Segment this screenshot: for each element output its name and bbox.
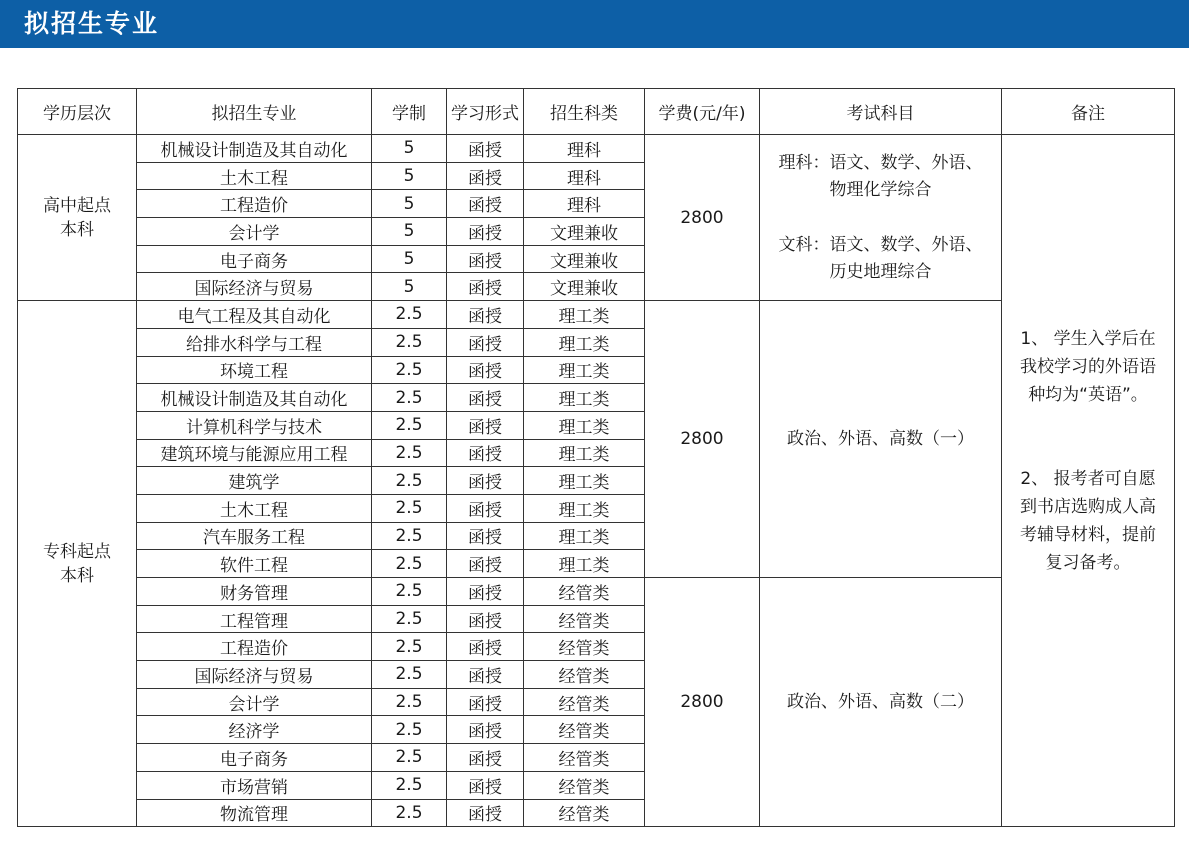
- duration-cell: 2.5: [372, 494, 447, 522]
- category-cell: 经管类: [524, 633, 645, 661]
- mode-cell: 函授: [447, 550, 524, 578]
- exam-line: 理科：语文、数学、外语、: [778, 152, 983, 173]
- exam-line: 政治、外语、高数（一）: [787, 428, 974, 449]
- major-cell: 工程造价: [137, 190, 372, 218]
- duration-cell: 5: [372, 162, 447, 190]
- category-cell: 经管类: [524, 605, 645, 633]
- category-cell: 经管类: [524, 688, 645, 716]
- duration-cell: 2.5: [372, 467, 447, 495]
- duration-cell: 2.5: [372, 578, 447, 606]
- col-header-exam: 考试科目: [760, 89, 1002, 135]
- duration-cell: 2.5: [372, 411, 447, 439]
- remark-line: 考辅导材料，提前: [1020, 525, 1156, 545]
- mode-cell: 函授: [447, 384, 524, 412]
- major-cell: 工程造价: [137, 633, 372, 661]
- major-cell: 土木工程: [137, 162, 372, 190]
- exam-gap: [760, 204, 1001, 232]
- mode-cell: 函授: [447, 688, 524, 716]
- duration-cell: 5: [372, 245, 447, 273]
- remark-gap: [1002, 409, 1174, 465]
- major-cell: 汽车服务工程: [137, 522, 372, 550]
- duration-cell: 5: [372, 135, 447, 163]
- duration-cell: 5: [372, 273, 447, 301]
- duration-cell: 2.5: [372, 522, 447, 550]
- mode-cell: 函授: [447, 467, 524, 495]
- major-cell: 会计学: [137, 688, 372, 716]
- major-cell: 土木工程: [137, 494, 372, 522]
- mode-cell: 函授: [447, 661, 524, 689]
- remark-line: 我校学习的外语语: [1020, 357, 1156, 377]
- col-header-mode: 学习形式: [447, 89, 524, 135]
- major-cell: 市场营销: [137, 771, 372, 799]
- category-cell: 理工类: [524, 522, 645, 550]
- remarks-cell: [1002, 135, 1175, 827]
- mode-cell: 函授: [447, 273, 524, 301]
- major-cell: 会计学: [137, 218, 372, 246]
- mode-cell: 函授: [447, 135, 524, 163]
- mode-cell: 函授: [447, 356, 524, 384]
- category-cell: 经管类: [524, 578, 645, 606]
- category-cell: 理工类: [524, 439, 645, 467]
- category-cell: 理科: [524, 135, 645, 163]
- level-cell: [18, 135, 137, 301]
- category-cell: 文理兼收: [524, 218, 645, 246]
- duration-cell: 2.5: [372, 328, 447, 356]
- category-cell: 文理兼收: [524, 245, 645, 273]
- category-cell: 经管类: [524, 716, 645, 744]
- level-line: 高中起点: [43, 195, 111, 216]
- col-header-fee: 学费(元/年): [645, 89, 760, 135]
- exam-subjects-cell: [760, 301, 1002, 578]
- category-cell: 经管类: [524, 744, 645, 772]
- level-line: 专科起点: [43, 541, 111, 562]
- remark-line: 复习备考。: [1045, 553, 1131, 573]
- duration-cell: 2.5: [372, 633, 447, 661]
- duration-cell: 2.5: [372, 771, 447, 799]
- category-cell: 文理兼收: [524, 273, 645, 301]
- table-row: [18, 301, 1175, 329]
- exam-subjects-cell: [760, 135, 1002, 301]
- major-cell: 电子商务: [137, 245, 372, 273]
- exam-subjects-cell: [760, 578, 1002, 827]
- mode-cell: 函授: [447, 716, 524, 744]
- level-cell: [18, 301, 137, 827]
- category-cell: 理工类: [524, 301, 645, 329]
- category-cell: 理工类: [524, 494, 645, 522]
- major-cell: 国际经济与贸易: [137, 273, 372, 301]
- duration-cell: 2.5: [372, 744, 447, 772]
- major-cell: 电子商务: [137, 744, 372, 772]
- category-cell: 经管类: [524, 771, 645, 799]
- mode-cell: 函授: [447, 744, 524, 772]
- col-header-category: 招生科类: [524, 89, 645, 135]
- remark-line: 2、 报考者可自愿: [1020, 469, 1156, 489]
- fee-cell: 2800: [645, 301, 760, 578]
- category-cell: 经管类: [524, 799, 645, 827]
- major-cell: 给排水科学与工程: [137, 328, 372, 356]
- major-cell: 物流管理: [137, 799, 372, 827]
- table-header-row: [18, 89, 1175, 135]
- mode-cell: 函授: [447, 411, 524, 439]
- duration-cell: 2.5: [372, 661, 447, 689]
- category-cell: 理工类: [524, 550, 645, 578]
- major-cell: 国际经济与贸易: [137, 661, 372, 689]
- category-cell: 理工类: [524, 467, 645, 495]
- level-line: 本科: [60, 565, 94, 586]
- major-cell: 财务管理: [137, 578, 372, 606]
- remark-line: 1、 学生入学后在: [1020, 329, 1156, 349]
- duration-cell: 5: [372, 218, 447, 246]
- col-header-level: 学历层次: [18, 89, 137, 135]
- exam-line: 物理化学综合: [829, 179, 932, 200]
- mode-cell: 函授: [447, 799, 524, 827]
- col-header-remarks: 备注: [1002, 89, 1175, 135]
- duration-cell: 5: [372, 190, 447, 218]
- remark-line: 种均为“英语”。: [1028, 385, 1148, 405]
- major-cell: 建筑环境与能源应用工程: [137, 439, 372, 467]
- mode-cell: 函授: [447, 578, 524, 606]
- category-cell: 理工类: [524, 328, 645, 356]
- table-body: [18, 135, 1175, 827]
- table-row: [18, 578, 1175, 606]
- mode-cell: 函授: [447, 162, 524, 190]
- exam-line: 文科：语文、数学、外语、: [778, 234, 983, 255]
- major-cell: 机械设计制造及其自动化: [137, 384, 372, 412]
- major-cell: 建筑学: [137, 467, 372, 495]
- fee-cell: 2800: [645, 578, 760, 827]
- major-cell: 机械设计制造及其自动化: [137, 135, 372, 163]
- major-cell: 经济学: [137, 716, 372, 744]
- mode-cell: 函授: [447, 522, 524, 550]
- major-cell: 工程管理: [137, 605, 372, 633]
- table-row: [18, 135, 1175, 163]
- mode-cell: 函授: [447, 439, 524, 467]
- duration-cell: 2.5: [372, 688, 447, 716]
- page-title: 拟招生专业: [24, 9, 160, 38]
- header-bar: [0, 0, 1189, 48]
- duration-cell: 2.5: [372, 356, 447, 384]
- duration-cell: 2.5: [372, 439, 447, 467]
- major-cell: 计算机科学与技术: [137, 411, 372, 439]
- mode-cell: 函授: [447, 771, 524, 799]
- category-cell: 理工类: [524, 356, 645, 384]
- duration-cell: 2.5: [372, 301, 447, 329]
- mode-cell: 函授: [447, 245, 524, 273]
- mode-cell: 函授: [447, 328, 524, 356]
- exam-line: 政治、外语、高数（二）: [787, 691, 974, 712]
- mode-cell: 函授: [447, 190, 524, 218]
- remark-line: 到书店选购成人高: [1020, 497, 1156, 517]
- mode-cell: 函授: [447, 218, 524, 246]
- major-cell: 电气工程及其自动化: [137, 301, 372, 329]
- major-cell: 软件工程: [137, 550, 372, 578]
- level-line: 本科: [60, 219, 94, 240]
- category-cell: 理工类: [524, 384, 645, 412]
- category-cell: 理工类: [524, 411, 645, 439]
- category-cell: 理科: [524, 190, 645, 218]
- mode-cell: 函授: [447, 633, 524, 661]
- duration-cell: 2.5: [372, 605, 447, 633]
- duration-cell: 2.5: [372, 716, 447, 744]
- remarks-content: [1002, 135, 1174, 577]
- col-header-major: 拟招生专业: [137, 89, 372, 135]
- exam-line: 历史地理综合: [829, 261, 932, 282]
- mode-cell: 函授: [447, 301, 524, 329]
- major-cell: 环境工程: [137, 356, 372, 384]
- duration-cell: 2.5: [372, 384, 447, 412]
- duration-cell: 2.5: [372, 550, 447, 578]
- fee-cell: 2800: [645, 135, 760, 301]
- mode-cell: 函授: [447, 605, 524, 633]
- majors-table: [17, 88, 1175, 827]
- category-cell: 经管类: [524, 661, 645, 689]
- col-header-duration: 学制: [372, 89, 447, 135]
- category-cell: 理科: [524, 162, 645, 190]
- mode-cell: 函授: [447, 494, 524, 522]
- duration-cell: 2.5: [372, 799, 447, 827]
